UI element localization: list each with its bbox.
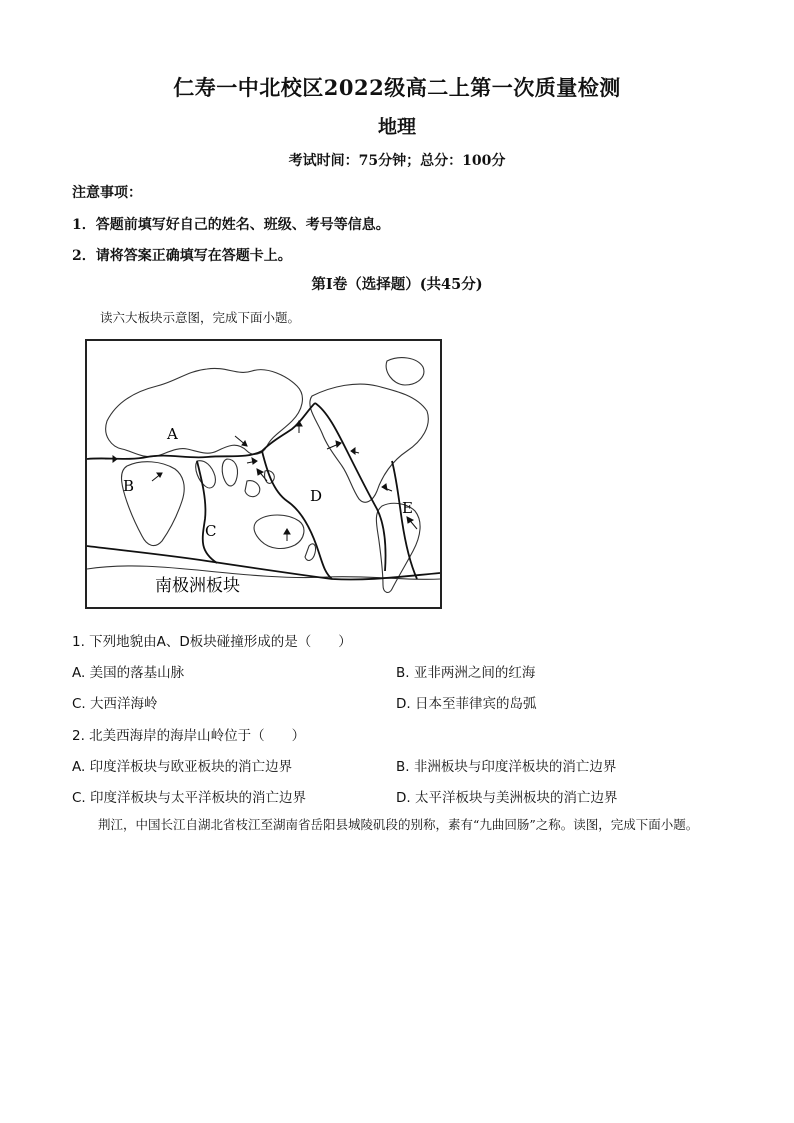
exam-title: 仁寿一中北校区2022级高二上第一次质量检测 xyxy=(173,75,621,100)
plate-map-figure xyxy=(87,341,440,607)
plate-boundary-indian xyxy=(197,461,217,563)
note-item: 1．答题前填写好自己的姓名、班级、考号等信息。 xyxy=(72,217,390,233)
plate-label-c: C xyxy=(205,522,217,540)
question-2-option-d[interactable]: D. 太平洋板块与美洲板块的消亡边界 xyxy=(396,790,618,806)
question-1-option-d[interactable]: D. 日本至菲律宾的岛弧 xyxy=(396,696,537,712)
question-2-option-a[interactable]: A. 印度洋板块与欧亚板块的消亡边界 xyxy=(72,759,293,775)
question-2-option-c[interactable]: C. 印度洋板块与太平洋板块的消亡边界 xyxy=(72,790,307,806)
notes-heading: 注意事项： xyxy=(72,185,142,201)
question-1-stem: 1. 下列地貌由A、D板块碰撞形成的是（ ） xyxy=(72,634,352,650)
question-1-option-c[interactable]: C. 大西洋海岭 xyxy=(72,696,158,712)
exam-meta: 考试时间：75分钟；总分：100分 xyxy=(288,153,506,169)
question-intro: 读六大板块示意图，完成下面小题。 xyxy=(100,310,301,325)
plate-label-a: A xyxy=(167,425,178,443)
question-2-stem: 2. 北美西海岸的海岸山岭位于（ ） xyxy=(72,728,306,744)
eurasia-outline xyxy=(106,368,303,456)
antarctic-plate-label: 南极洲板块 xyxy=(155,576,240,596)
subject-title: 地理 xyxy=(377,116,416,138)
africa-outline xyxy=(122,462,185,546)
question-1-option-a[interactable]: A. 美国的落基山脉 xyxy=(72,665,185,681)
question-2-option-b[interactable]: B. 非洲板块与印度洋板块的消亡边界 xyxy=(396,759,617,775)
plate-boundary-southern xyxy=(87,546,440,580)
north-america-outline xyxy=(310,384,428,502)
plate-label-b: B xyxy=(123,477,135,495)
passage-intro: 荆江，中国长江自湖北省枝江至湖南省岳阳县城陵矶段的别称，素有“九曲回肠”之称。读图，完成下面小题。 xyxy=(98,817,699,832)
plate-boundary-pacific-west xyxy=(262,403,315,451)
section-title: 第Ⅰ卷（选择题）(共45分) xyxy=(311,276,483,293)
plate-label-d: D xyxy=(310,487,323,505)
plate-map xyxy=(85,339,442,609)
australia-outline xyxy=(254,515,304,548)
plate-boundary-pacific-east xyxy=(315,403,386,571)
note-item: 2．请将答案正确填写在答题卡上。 xyxy=(72,248,292,264)
plate-label-e: E xyxy=(402,499,413,517)
question-1-option-b[interactable]: B. 亚非两洲之间的红海 xyxy=(396,665,536,681)
